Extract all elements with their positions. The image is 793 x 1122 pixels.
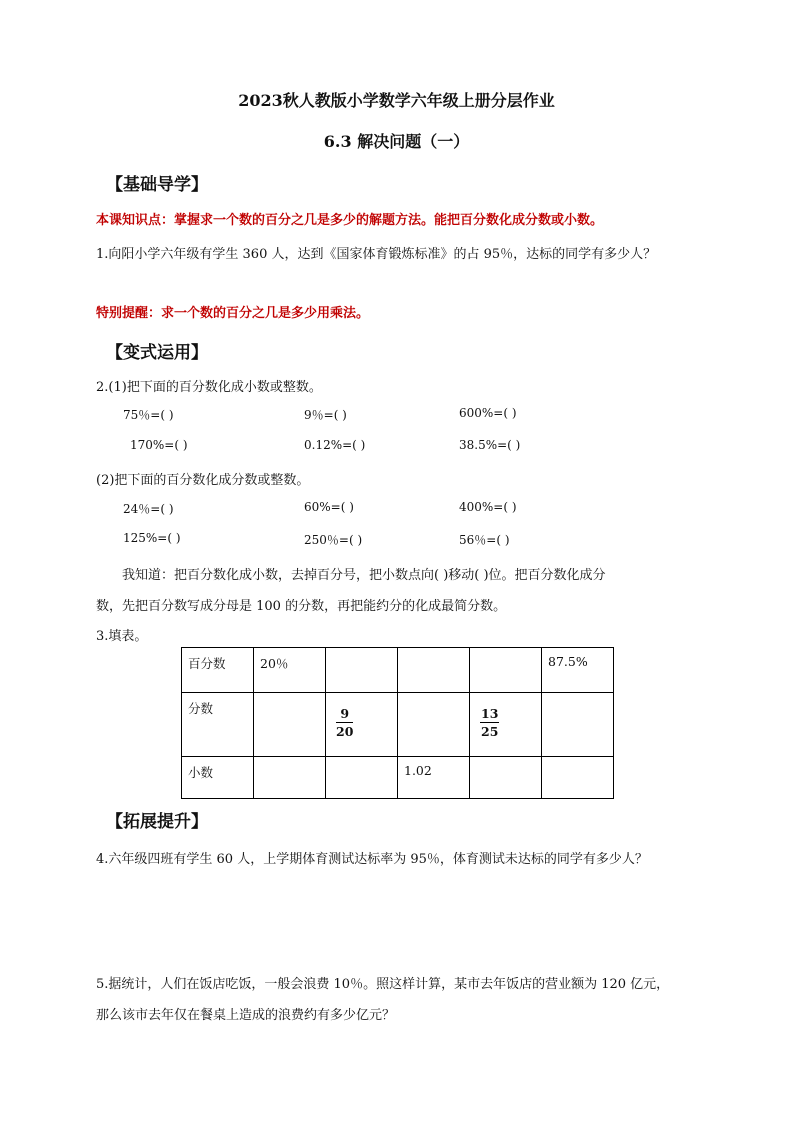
question-5-line-1: 5.据统计，人们在饭店吃饭，一般会浪费 10％。照这样计算，某市去年饭店的营业额为 120 亿元，: [96, 977, 670, 992]
table-cell: [254, 693, 326, 757]
row-label-fraction: 分数: [182, 693, 254, 757]
table-cell: [254, 757, 326, 799]
table-cell: [470, 648, 542, 693]
conversion-item: 60%=( ): [304, 500, 354, 514]
table-row-decimal: [182, 757, 614, 799]
page-subtitle: 6.3 解决问题（一）: [323, 132, 470, 151]
conversion-item: 0.12%=( ): [304, 438, 366, 452]
knowledge-point: 本课知识点：掌握求一个数的百分之几是多少的解题方法。能把百分数化成分数或小数。: [96, 213, 604, 228]
conversion-item: 170%=( ): [130, 438, 188, 452]
special-tip: 特别提醒：求一个数的百分之几是多少用乘法。: [96, 306, 370, 321]
table-cell: [470, 693, 542, 757]
fraction-9-20: [336, 706, 353, 741]
conversion-item: 400%=( ): [459, 500, 517, 514]
know-rule-line-1: 我知道：把百分数化成小数，去掉百分号，把小数点向( )移动( )位。把百分数化成分: [122, 568, 606, 583]
table-cell: 20％: [254, 648, 326, 693]
conversion-item: 600%=( ): [459, 406, 517, 420]
table-row-percent: [182, 648, 614, 693]
table-cell: [398, 693, 470, 757]
conversion-item: 38.5%=( ): [459, 438, 521, 452]
fraction-numerator: 9: [336, 706, 353, 723]
conversion-item: 9％=( ): [304, 408, 347, 422]
conversion-item: 250％=( ): [304, 533, 363, 547]
row-label-decimal: 小数: [182, 757, 254, 799]
conversion-item: 56％=( ): [459, 533, 510, 547]
fraction-numerator: 13: [481, 706, 499, 721]
table-cell: [542, 757, 614, 799]
table-cell: [326, 757, 398, 799]
fraction-denominator: 20: [336, 724, 354, 739]
question-2-part-1: 2.(1)把下面的百分数化成小数或整数。: [96, 380, 322, 395]
question-5-line-2: 那么该市去年仅在餐桌上造成的浪费约有多少亿元？: [96, 1008, 396, 1023]
conversion-table: [181, 647, 614, 799]
conversion-item: 125%=( ): [123, 531, 181, 545]
table-cell: [326, 648, 398, 693]
row-label-percent: 百分数: [182, 648, 254, 693]
know-rule-line-2: 数，先把百分数写成分母是 100 的分数，再把能约分的化成最简分数。: [96, 599, 507, 614]
fraction-denominator: 25: [481, 724, 499, 739]
question-4: 4.六年级四班有学生 60 人，上学期体育测试达标率为 95％，体育测试未达标的同学有多少人？: [96, 852, 648, 867]
table-cell: 1.02: [398, 757, 470, 799]
question-3: 3.填表。: [96, 629, 148, 644]
table-row-fraction: [182, 693, 614, 757]
table-cell: 87.5%: [542, 648, 614, 693]
fraction-13-25: [480, 706, 499, 741]
table-cell: [542, 693, 614, 757]
question-1: 1.向阳小学六年级有学生 360 人，达到《国家体育锻炼标准》的占 95％，达标的同学有多少人？: [96, 247, 657, 262]
section-extend-heading: 【拓展提升】: [106, 812, 208, 832]
table-cell: [470, 757, 542, 799]
table-cell: [398, 648, 470, 693]
question-2-part-2: (2)把下面的百分数化成分数或整数。: [96, 473, 310, 488]
conversion-item: 24％=( ): [123, 502, 174, 516]
section-variant-heading: 【变式运用】: [106, 343, 208, 363]
conversion-item: 75％=( ): [123, 408, 174, 422]
page-title: 2023秋人教版小学数学六年级上册分层作业: [238, 91, 555, 110]
table-cell: [326, 693, 398, 757]
section-basic-heading: 【基础导学】: [106, 175, 208, 195]
